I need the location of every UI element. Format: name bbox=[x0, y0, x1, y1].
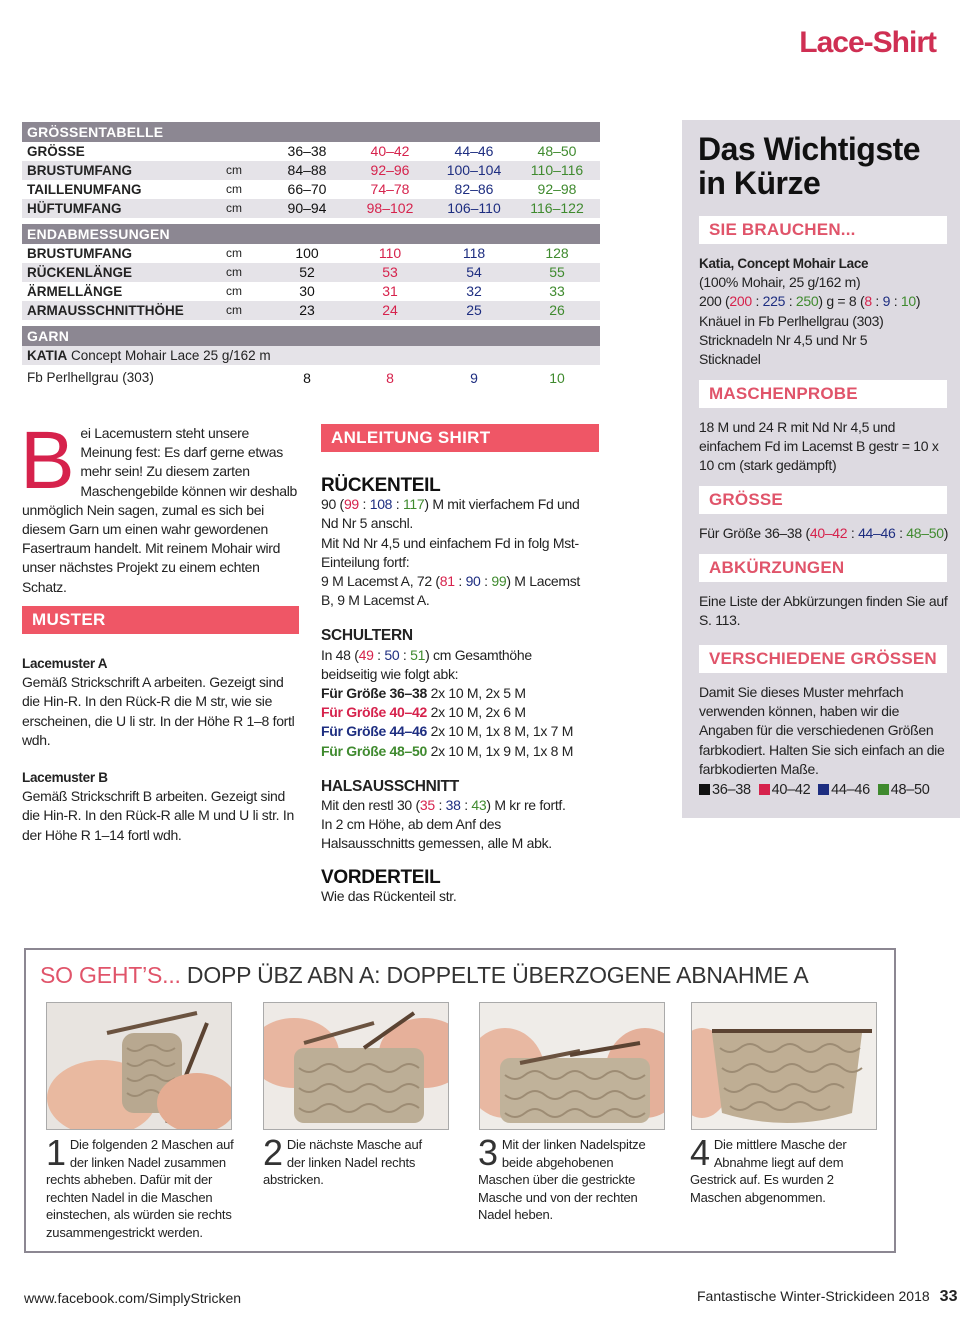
end-row-value: 26 bbox=[549, 302, 565, 318]
groessen-row-value: 90–94 bbox=[287, 200, 327, 216]
garn-row bbox=[22, 346, 600, 365]
howto-box bbox=[24, 948, 896, 1253]
sidebar-bar-groessen: VERSCHIEDENE GRÖSSEN bbox=[699, 645, 947, 673]
lacemuster-a-title: Lacemuster A bbox=[22, 656, 108, 671]
muster-bar: MUSTER bbox=[22, 606, 299, 634]
groessen-row-value: 98–102 bbox=[366, 200, 414, 216]
end-row-label: BRUSTUMFANG bbox=[27, 246, 132, 261]
sidebar-versch-text: Damit Sie dieses Muster mehrfach verwenden können, haben wir die Angaben für die verschiedenen Größen farbkodiert. Halten Sie sich einfach an die farbkodierten Maße. 36–38 40–42 44–46 48–50 bbox=[699, 683, 949, 800]
groessen-row-value: 84–88 bbox=[287, 162, 327, 178]
table-section-groessen: GRÖSSENTABELLE bbox=[22, 122, 600, 142]
size-table bbox=[22, 120, 600, 387]
groessen-row bbox=[22, 161, 600, 180]
hals-line-2: In 2 cm Höhe, ab dem Anf des Halsausschnitts gemessen, alle M abk. bbox=[321, 816, 552, 852]
rueckenteil-line-2: Mit Nd Nr 4,5 und einfachem Fd in folg Mst-Einteilung fortf: bbox=[321, 534, 579, 570]
garn-name: Concept Mohair Lace 25 g/162 m bbox=[71, 348, 271, 363]
groessen-row-value: 48–50 bbox=[537, 143, 577, 159]
garn-brand: KATIA bbox=[27, 348, 68, 363]
end-row bbox=[22, 244, 600, 263]
howto-photo-4 bbox=[691, 1002, 877, 1130]
groessen-row-value: 74–78 bbox=[370, 181, 410, 197]
groessen-row-unit: cm bbox=[226, 201, 242, 215]
groessen-row-value: 82–86 bbox=[454, 181, 494, 197]
sidebar-bar-maschenprobe: MASCHENPROBE bbox=[699, 380, 947, 408]
intro-body: ei Lacemustern steht unsere Meinung fest: Es darf gerne etwas mehr sein! Zu diesem zarten Maschengebilde können wir deshalb unmöglich Nein sagen, zumal es sich bei diesem Garn um einen wahr gewordenen Fasertraum handelt. Mit reinem Mohair wird unser nächstes Projekt zu einem echten Schatz. bbox=[22, 425, 297, 595]
intro-dropcap: B bbox=[20, 415, 75, 506]
schultern-size-3: Für Größe 44–46 2x 10 M, 1x 8 M, 1x 7 M bbox=[321, 723, 574, 740]
end-row-value: 52 bbox=[299, 264, 315, 280]
groessen-row-value: 116–122 bbox=[530, 200, 584, 216]
groessen-row-label: HÜFTUMFANG bbox=[27, 201, 122, 216]
legend-swatch-2 bbox=[759, 784, 770, 795]
howto-step-4: 4 Die mittlere Masche der Abnahme liegt auf dem Gestrick auf. Es wurden 2 Maschen abgenommen. bbox=[690, 1132, 847, 1205]
sidebar-bar-abkuerzungen: ABKÜRZUNGEN bbox=[699, 554, 947, 582]
howto-step-3: 3 Mit der linken Nadelspitze beide abgehobenen Maschen über die gestrickte Masche und von der rechten Nadel heben. bbox=[478, 1132, 646, 1222]
groessen-row-value: 44–46 bbox=[454, 143, 494, 159]
legend-swatch-1 bbox=[699, 784, 710, 795]
vorderteil-line-1: Wie das Rückenteil str. bbox=[321, 887, 457, 904]
page-number: 33 bbox=[939, 1288, 958, 1305]
groessen-row bbox=[22, 199, 600, 218]
groessen-row-value: 110–116 bbox=[530, 162, 584, 178]
end-row-value: 100 bbox=[295, 245, 319, 261]
garn-qty-4: 10 bbox=[549, 370, 565, 386]
hals-line-1: Mit den restl 30 (35 : 38 : 43) M kr re fortf. bbox=[321, 797, 566, 814]
brand-title: Lace-Shirt bbox=[799, 26, 936, 59]
groessen-row-value: 92–96 bbox=[370, 162, 410, 178]
vorderteil-heading: VORDERTEIL bbox=[321, 866, 441, 888]
end-row-value: 110 bbox=[378, 245, 402, 261]
end-row-label: ARMAUSSCHNITTHÖHE bbox=[27, 303, 184, 318]
groessen-row-label: TAILLENUMFANG bbox=[27, 182, 142, 197]
footer-magazine: Fantastische Winter-Strickideen 2018 33 bbox=[697, 1288, 958, 1305]
legend-swatch-4 bbox=[878, 784, 889, 795]
sidebar-bar-brauchen: SIE BRAUCHEN... bbox=[699, 216, 947, 244]
groessen-row-value: 36–38 bbox=[287, 143, 327, 159]
schultern-line-1: In 48 (49 : 50 : 51) cm Gesamthöhe beidseitig wie folgt abk: bbox=[321, 646, 532, 682]
schultern-size-4: Für Größe 48–50 2x 10 M, 1x 9 M, 1x 8 M bbox=[321, 742, 574, 759]
groessen-row-unit: cm bbox=[226, 163, 242, 177]
end-row-unit: cm bbox=[226, 284, 242, 298]
howto-step-1: 1 Die folgenden 2 Maschen auf der linken Nadel zusammen rechts abheben. Dafür mit der rechten Nadel in die Maschen einstechen, als würden sie rechts zusammengestrickt werden. bbox=[46, 1132, 234, 1240]
size-color-legend: 36–38 40–42 44–46 48–50 bbox=[699, 781, 949, 800]
sidebar-bar-groesse: GRÖSSE bbox=[699, 486, 947, 514]
garn-qty-2: 8 bbox=[386, 370, 394, 386]
end-row-value: 128 bbox=[545, 245, 569, 261]
groessen-row-value: 66–70 bbox=[287, 181, 327, 197]
groessen-row bbox=[22, 180, 600, 199]
sidebar-brauchen-text: Katia, Concept Mohair Lace (100% Mohair, 25 g/162 m) 200 (200 : 225 : 250) g = 8 (8 : 9 : 10) Knäuel in Fb Perlhellgrau (303) Stricknadeln Nr 4,5 und Nr 5 Sticknadel bbox=[699, 256, 921, 368]
end-row-value: 30 bbox=[299, 283, 315, 299]
groessen-row-value: 40–42 bbox=[370, 143, 410, 159]
end-row-value: 33 bbox=[549, 283, 565, 299]
summary-sidebar bbox=[682, 120, 960, 818]
groessen-row-label: GRÖSSE bbox=[27, 144, 85, 159]
sidebar-title: Das Wichtigste in Kürze bbox=[698, 131, 921, 201]
hals-heading: HALSAUSSCHNITT bbox=[321, 777, 459, 795]
end-row-value: 24 bbox=[382, 302, 398, 318]
anleitung-bar: ANLEITUNG SHIRT bbox=[321, 424, 599, 452]
howto-step-2: 2 Die nächste Masche auf der linken Nadel rechts abstricken. bbox=[263, 1132, 422, 1187]
end-row-unit: cm bbox=[226, 303, 242, 317]
schultern-size-2: Für Größe 40–42 2x 10 M, 2x 6 M bbox=[321, 704, 526, 721]
sidebar-groesse-text: Für Größe 36–38 (40–42 : 44–46 : 48–50) bbox=[699, 525, 949, 541]
anleitung-section bbox=[321, 476, 589, 906]
end-row-label: RÜCKENLÄNGE bbox=[27, 265, 133, 280]
end-row-value: 55 bbox=[549, 264, 565, 280]
table-section-garn: GARN bbox=[22, 326, 600, 346]
end-row bbox=[22, 282, 600, 301]
groessen-row-unit: cm bbox=[226, 182, 242, 196]
groessen-row-value: 106–110 bbox=[447, 200, 501, 216]
groessen-row bbox=[22, 142, 600, 161]
schultern-size-1: Für Größe 36–38 2x 10 M, 2x 5 M bbox=[321, 685, 526, 702]
end-row bbox=[22, 263, 600, 282]
garn-row-2 bbox=[22, 365, 600, 387]
end-row-value: 25 bbox=[466, 302, 482, 318]
sidebar-abk-text: Eine Liste der Abkürzungen finden Sie auf S. 113. bbox=[699, 593, 948, 629]
groessen-row-value: 92–98 bbox=[537, 181, 577, 197]
howto-title: SO GEHT’S... DOPP ÜBZ ABN A: DOPPELTE ÜBERZOGENE ABNAHME A bbox=[40, 962, 809, 988]
garn-color: Fb Perlhellgrau (303) bbox=[27, 370, 154, 385]
end-row-value: 32 bbox=[466, 283, 482, 299]
end-row bbox=[22, 301, 600, 320]
rueckenteil-heading: RÜCKENTEIL bbox=[321, 475, 441, 496]
lacemuster-b-title: Lacemuster B bbox=[22, 770, 108, 786]
end-row-label: ÄRMELLÄNGE bbox=[27, 284, 123, 299]
muster-section bbox=[22, 654, 300, 845]
garn-qty-3: 9 bbox=[470, 370, 478, 386]
howto-photo-3 bbox=[479, 1002, 665, 1130]
groessen-row-label: BRUSTUMFANG bbox=[27, 163, 132, 178]
end-row-value: 118 bbox=[462, 245, 486, 261]
rueckenteil-line-1: 90 (99 : 108 : 117) M mit vierfachem Fd und Nd Nr 5 anschl. bbox=[321, 496, 580, 532]
intro-text bbox=[20, 415, 300, 597]
groessen-row-value: 100–104 bbox=[446, 162, 502, 178]
end-row-unit: cm bbox=[226, 246, 242, 260]
schultern-heading: SCHULTERN bbox=[321, 627, 413, 645]
howto-photo-2 bbox=[263, 1002, 449, 1130]
legend-swatch-3 bbox=[818, 784, 829, 795]
rueckenteil-line-3: 9 M Lacemst A, 72 (81 : 90 : 99) M Lacemst B, 9 M Lacemst A. bbox=[321, 573, 581, 609]
howto-photo-1 bbox=[46, 1002, 232, 1130]
lacemuster-b-text: Gemäß Strickschrift B arbeiten. Gezeigt sind die Hin-R. In den Rück-R alle M und U li str. In der Höhe R 1–14 fortl wdh. bbox=[22, 788, 294, 843]
end-row-value: 53 bbox=[382, 264, 398, 280]
garn-qty-1: 8 bbox=[303, 370, 311, 386]
end-row-value: 31 bbox=[382, 283, 398, 299]
table-section-endmasse: ENDABMESSUNGEN bbox=[22, 224, 600, 244]
end-row-value: 23 bbox=[299, 302, 315, 318]
end-row-unit: cm bbox=[226, 265, 242, 279]
sidebar-maschenprobe-text: 18 M und 24 R mit Nd Nr 4,5 und einfachem Fd im Lacemst B gestr = 10 x 10 cm (stark gedämpft) bbox=[699, 419, 939, 474]
footer-url[interactable]: www.facebook.com/SimplyStricken bbox=[24, 1290, 242, 1306]
end-row-value: 54 bbox=[466, 264, 482, 280]
lacemuster-a-text: Gemäß Strickschrift A arbeiten. Gezeigt sind die Hin-R. In den Rück-R die M str, wie sie erscheinen, die U li str. In der Höhe R 1–8 fortl wdh. bbox=[22, 674, 295, 748]
